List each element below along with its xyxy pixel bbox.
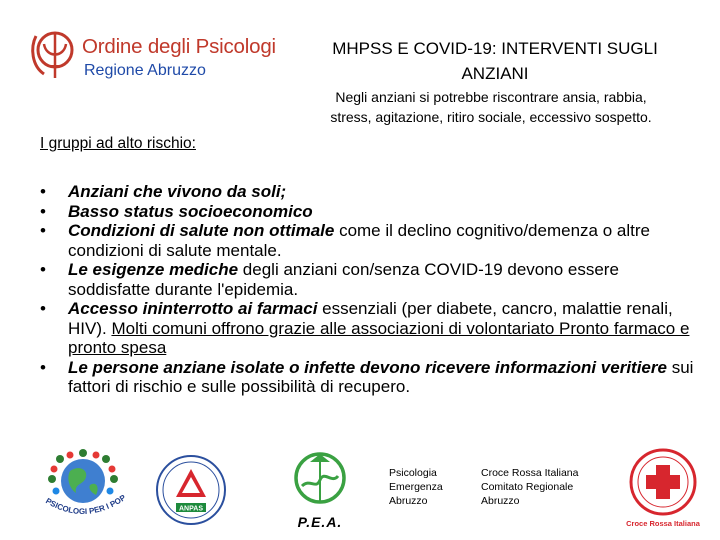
title-line-1: MHPSS E COVID-19: INTERVENTI SUGLI	[332, 39, 658, 58]
croce-rossa-text	[481, 466, 591, 508]
slide-title	[300, 36, 690, 86]
footer-cri-line-1: Croce Rossa Italiana	[481, 467, 579, 479]
list-item	[40, 182, 700, 202]
psicologi-per-i-popoli-logo	[26, 447, 140, 527]
list-item-emphasis: Anziani che vivono da soli;	[68, 182, 287, 201]
footer-psy-line-1: Psicologia	[389, 467, 437, 479]
list-item	[40, 358, 700, 397]
pea-logo	[280, 450, 360, 534]
anpas-logo	[148, 453, 234, 527]
psi-emblem-icon	[22, 26, 82, 86]
list-item	[40, 299, 700, 358]
ordine-psicologi-logo	[22, 26, 292, 86]
footer-cri-line-2: Comitato Regionale	[481, 481, 574, 493]
bullet-icon: •	[40, 221, 46, 240]
intro-text	[292, 87, 690, 127]
title-line-2: ANZIANI	[461, 64, 529, 83]
croce-rossa-logo	[620, 446, 706, 532]
pea-label: P.E.A.	[297, 514, 343, 530]
footer-cri-line-3: Abruzzo	[481, 495, 520, 507]
list-item-text: degli anziani con/senza COVID-19 devono essere soddisfatte durante l'epidemia.	[68, 260, 619, 299]
list-item	[40, 260, 700, 299]
psicologia-emergenza-text	[389, 466, 469, 508]
red-cross-icon	[620, 446, 706, 532]
bullet-icon: •	[40, 201, 46, 221]
list-item-emphasis: Basso status socioeconomico	[68, 201, 313, 221]
org-name: Ordine degli Psicologi	[82, 35, 276, 58]
intro-line-2: stress, agitazione, ritiro sociale, eccessivo sospetto.	[330, 109, 652, 125]
bullet-icon: •	[40, 182, 46, 201]
list-item	[40, 202, 700, 222]
list-item-underlined: Molti comuni offrono grazie alle associazioni di volontariato Pronto farmaco e pronto spesa	[68, 318, 690, 357]
footer-psy-line-3: Abruzzo	[389, 495, 428, 507]
list-item-text: come il declino cognitivo/demenza o altre condizioni di salute mentale.	[68, 221, 650, 260]
list-item-emphasis: Accesso ininterrotto ai farmaci	[68, 299, 318, 318]
globe-people-icon	[26, 447, 140, 527]
ppp-label: PSICOLOGI PER I POP	[44, 493, 128, 517]
org-region: Regione Abruzzo	[84, 62, 206, 79]
section-heading: I gruppi ad alto rischio:	[40, 135, 196, 152]
pea-emblem-icon	[280, 450, 360, 512]
cri-logo-label: Croce Rossa Italiana	[626, 519, 700, 528]
risk-group-list	[40, 182, 700, 397]
anpas-emblem-icon	[148, 453, 234, 527]
intro-line-1: Negli anziani si potrebbe riscontrare ansia, rabbia,	[335, 89, 647, 105]
list-item-emphasis: Le persone anziane isolate o infette devono ricevere informazioni veritiere	[68, 357, 667, 377]
bullet-icon: •	[40, 299, 46, 318]
list-item	[40, 221, 700, 260]
bullet-icon: •	[40, 357, 46, 377]
list-item-emphasis: Le esigenze mediche	[68, 260, 239, 279]
list-item-text: essenziali (per diabete, cancro, malattie renali, HIV).	[68, 299, 673, 338]
bullet-icon: •	[40, 260, 46, 279]
anpas-label: ANPAS	[179, 505, 203, 513]
list-item-text: sui fattori di rischio e sulle possibilità di recupero.	[68, 357, 694, 396]
footer-psy-line-2: Emergenza	[389, 481, 443, 493]
list-item-emphasis: Condizioni di salute non ottimale	[68, 221, 335, 240]
